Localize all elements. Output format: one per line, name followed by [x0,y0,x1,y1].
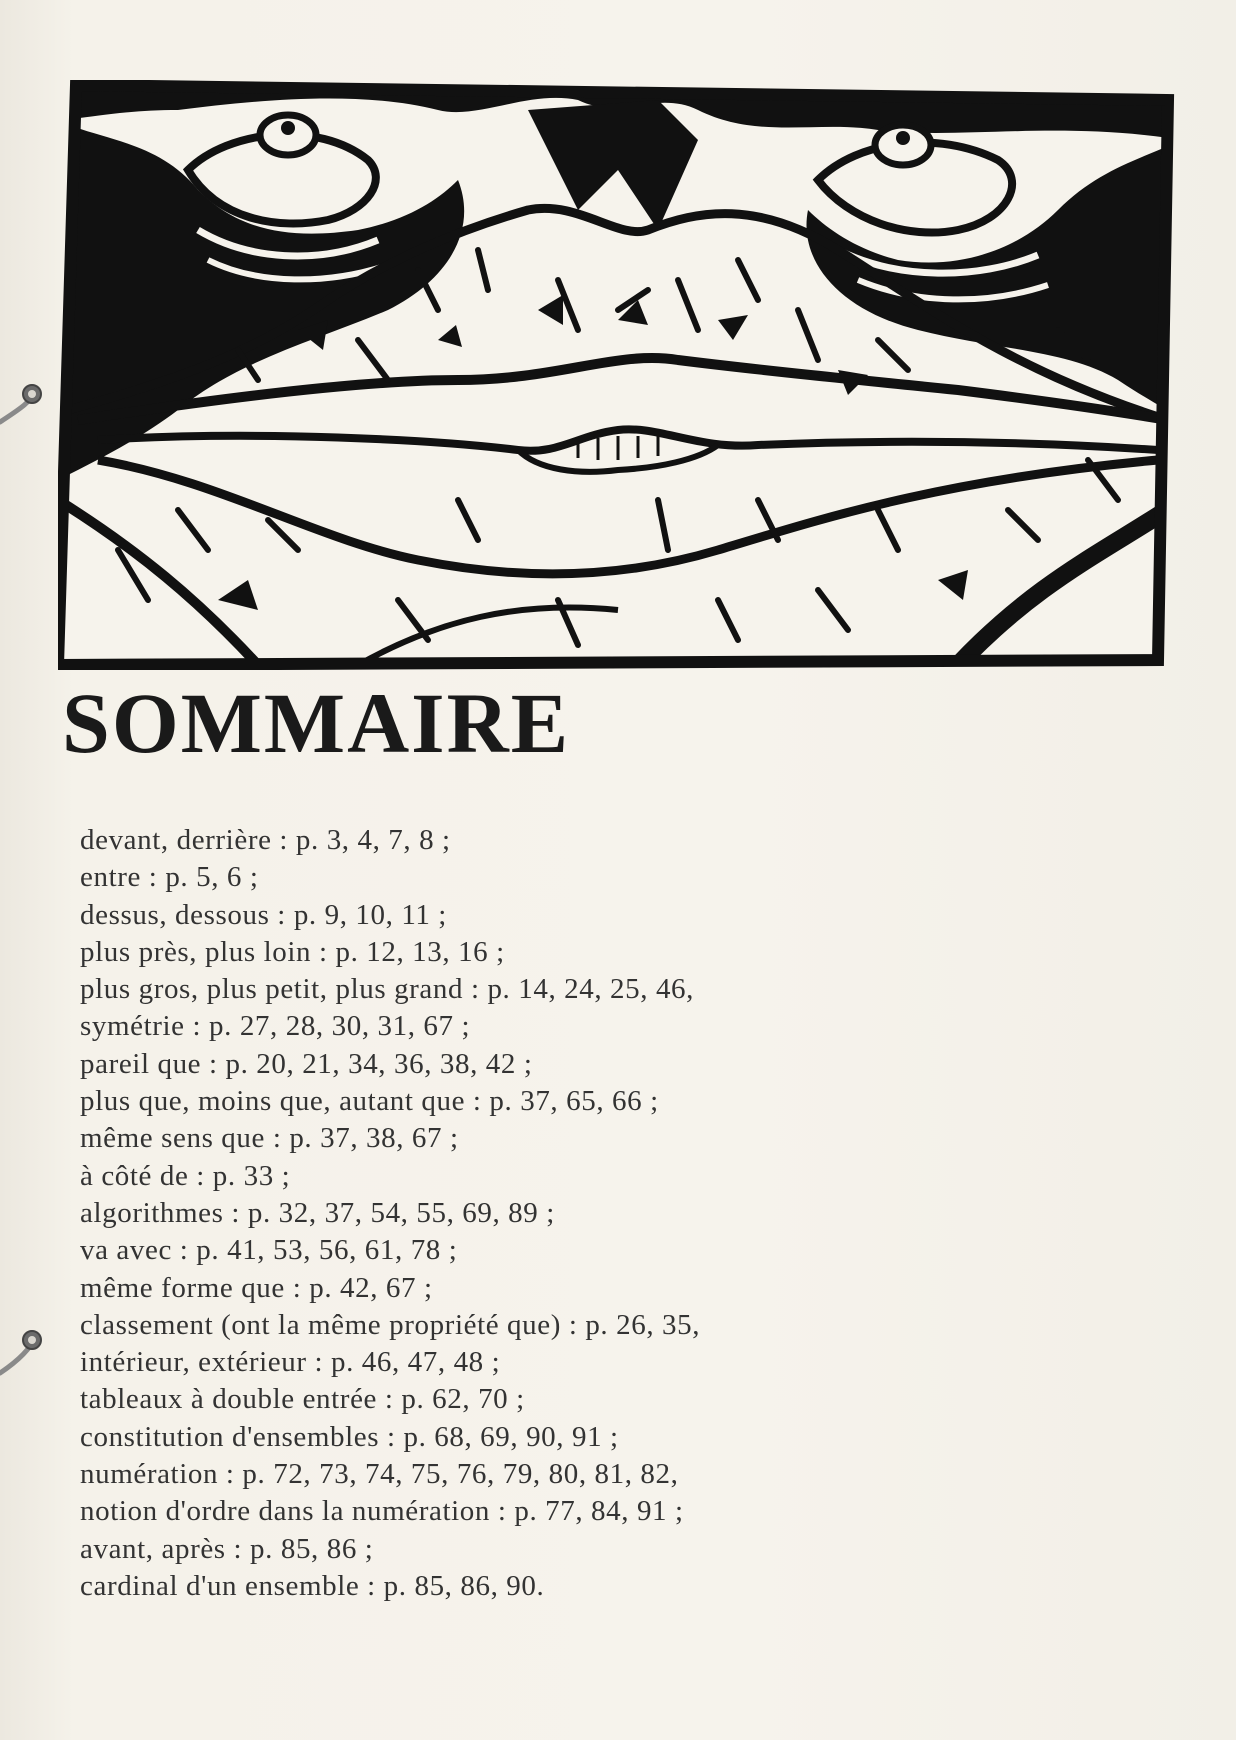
toc-entry: intérieur, extérieur : p. 46, 47, 48 ; [80,1346,501,1379]
toc-entry: notion d'ordre dans la numération : p. 77, 84, 91 ; [80,1495,684,1528]
toc-entry: algorithmes : p. 32, 37, 54, 55, 69, 89 ; [80,1196,555,1229]
toc-entry: tableaux à double entrée : p. 62, 70 ; [80,1383,525,1416]
toc-entry: constitution d'ensembles : p. 68, 69, 90, 91 ; [80,1420,619,1453]
toc-entry: symétrie : p. 27, 28, 30, 31, 67 ; [80,1010,471,1043]
toc-entry: entre : p. 5, 6 ; [80,861,259,894]
toc-entry: dessus, dessous : p. 9, 10, 11 ; [80,898,447,931]
table-of-contents [80,822,1080,1605]
toc-entry: devant, derrière : p. 3, 4, 7, 8 ; [80,824,451,856]
toc-entry: même sens que : p. 37, 38, 67 ; [80,1122,459,1155]
binder-ring-icon [0,372,60,432]
toc-entry: numération : p. 72, 73, 74, 75, 76, 79, 80, 81, 82, [80,1458,679,1491]
toc-entry: cardinal d'un ensemble : p. 85, 86, 90. [80,1569,545,1602]
toc-entry: plus gros, plus petit, plus grand : p. 14, 24, 25, 46, [80,973,694,1006]
toc-entry: à côté de : p. 33 ; [80,1159,291,1192]
toc-entry: même forme que : p. 42, 67 ; [80,1271,433,1304]
toc-entry: plus que, moins que, autant que : p. 37, 65, 66 ; [80,1085,659,1118]
toc-entry: classement (ont la même propriété que) : p. 26, 35, [80,1308,701,1341]
toc-entry: plus près, plus loin : p. 12, 13, 16 ; [80,935,505,968]
binder-ring-icon [0,1318,60,1378]
toc-entry: pareil que : p. 20, 21, 34, 36, 38, 42 ; [80,1047,533,1080]
linocut-face-illustration [58,80,1182,670]
toc-entry: avant, après : p. 85, 86 ; [80,1532,374,1565]
toc-entry: va avec : p. 41, 53, 56, 61, 78 ; [80,1234,458,1267]
page-title: SOMMAIRE [62,675,571,771]
